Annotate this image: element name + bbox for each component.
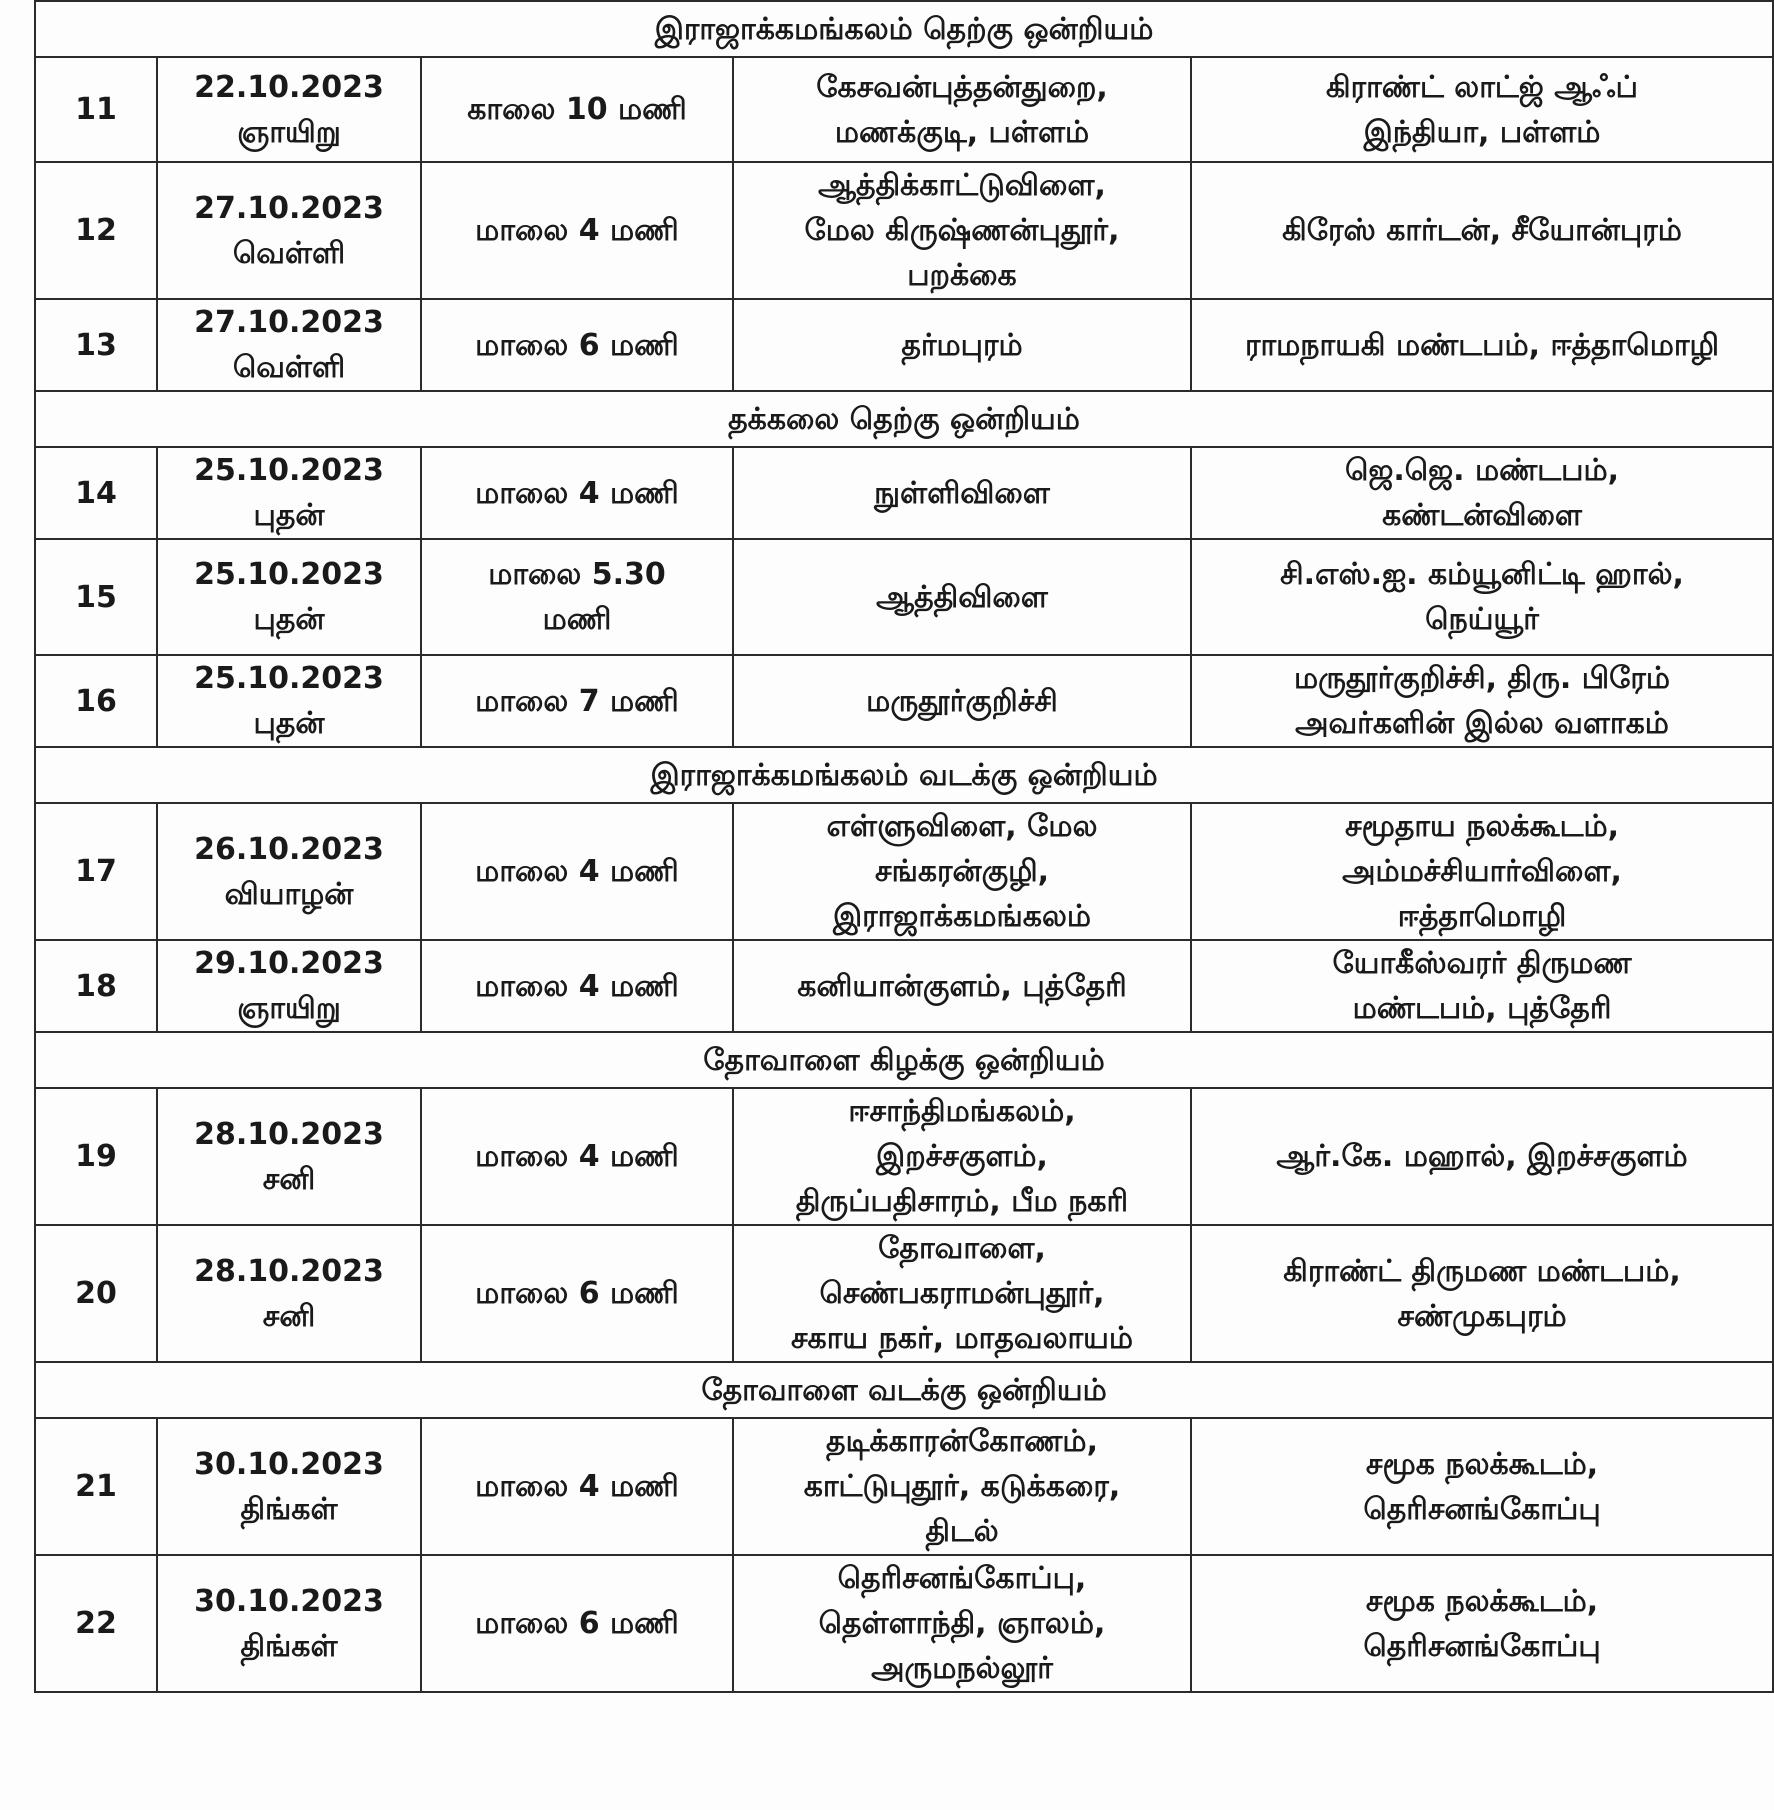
date-day-cell — [157, 539, 421, 655]
table-row — [35, 447, 1773, 539]
venue-cell — [1191, 57, 1773, 162]
villages-cell — [733, 162, 1191, 299]
section-header-row — [35, 391, 1773, 447]
date-day-cell — [157, 162, 421, 299]
serial-number-cell: 11 — [35, 57, 157, 162]
venue-cell — [1191, 299, 1773, 391]
venue-cell — [1191, 1088, 1773, 1225]
villages-cell — [733, 1088, 1191, 1225]
table-row — [35, 57, 1773, 162]
cell-line: மாலை 6 மணி — [475, 1276, 679, 1311]
cell-line: ஆர்.கே. மஹால், இறச்சகுளம் — [1276, 1139, 1688, 1174]
cell-line: அருமநல்லூர் — [871, 1651, 1053, 1686]
date-text: 25.10.2023 — [194, 661, 384, 696]
cell-line: மாலை 5.30 — [488, 557, 666, 592]
villages-cell — [733, 803, 1191, 940]
table-row — [35, 1225, 1773, 1362]
venue-cell — [1191, 655, 1773, 747]
schedule-body — [35, 1, 1773, 1692]
cell-line: மாலை 6 மணி — [475, 1606, 679, 1641]
cell-line: கிராண்ட் திருமண மண்டபம், — [1283, 1253, 1681, 1289]
section-header-row — [35, 1032, 1773, 1088]
table-row — [35, 1418, 1773, 1555]
section-title: தக்கலை தெற்கு ஒன்றியம் — [35, 391, 1773, 447]
cell-line: மருதூர்குறிச்சி, திரு. பிரேம் — [1294, 661, 1671, 696]
serial-number-cell: 13 — [35, 299, 157, 391]
cell-line: சகாய நகர், மாதவலாயம் — [790, 1321, 1134, 1356]
time-cell — [421, 1088, 733, 1225]
cell-line: தடிக்காரன்கோணம், — [826, 1424, 1098, 1459]
cell-line: எள்ளுவிளை, மேல — [826, 809, 1098, 844]
day-text: புதன் — [253, 706, 325, 741]
date-day-cell — [157, 940, 421, 1032]
table-row — [35, 162, 1773, 299]
day-text: வெள்ளி — [232, 235, 346, 271]
villages-cell — [733, 57, 1191, 162]
cell-line: ஈசாந்திமங்கலம், — [848, 1094, 1076, 1129]
table-row — [35, 1088, 1773, 1225]
date-day-cell — [157, 1418, 421, 1555]
cell-line: மாலை 4 மணி — [475, 475, 679, 511]
serial-number-cell: 16 — [35, 655, 157, 747]
cell-line: தோவாளை, — [878, 1231, 1046, 1266]
cell-line: கிராண்ட் லாட்ஜ் ஆஃப் — [1326, 69, 1638, 105]
cell-line: தெள்ளாந்தி, ஞாலம், — [818, 1606, 1106, 1641]
date-day-cell — [157, 299, 421, 391]
serial-number-cell: 20 — [35, 1225, 157, 1362]
cell-line: திடல் — [925, 1514, 999, 1549]
date-text: 22.10.2023 — [194, 69, 384, 105]
venue-cell — [1191, 539, 1773, 655]
cell-line: மாலை 4 மணி — [475, 968, 679, 1004]
date-day-cell — [157, 1555, 421, 1692]
cell-line: யோகீஸ்வரர் திருமண — [1332, 946, 1632, 981]
date-text: 28.10.2023 — [194, 1253, 384, 1289]
venue-cell — [1191, 162, 1773, 299]
day-text: திங்கள் — [240, 1491, 338, 1527]
date-text: 29.10.2023 — [194, 946, 384, 981]
date-text: 30.10.2023 — [194, 1583, 384, 1619]
cell-line: இராஜாக்கமங்கலம் — [832, 899, 1092, 934]
serial-number-cell: 12 — [35, 162, 157, 299]
cell-line: மணி — [542, 602, 612, 637]
date-day-cell — [157, 655, 421, 747]
day-text: புதன் — [253, 498, 325, 533]
time-cell — [421, 1418, 733, 1555]
cell-line: அம்மச்சியார்விளை, — [1342, 854, 1622, 889]
cell-line: கிரேஸ் கார்டன், சீயோன்புரம் — [1282, 213, 1682, 248]
cell-line: செண்பகராமன்புதூர், — [819, 1276, 1105, 1311]
date-text: 26.10.2023 — [194, 831, 384, 867]
time-cell — [421, 940, 733, 1032]
date-text: 30.10.2023 — [194, 1446, 384, 1482]
cell-line: தெரிசனங்கோப்பு — [1363, 1628, 1601, 1664]
table-row — [35, 655, 1773, 747]
time-cell — [421, 539, 733, 655]
day-text: வியாழன் — [224, 876, 354, 912]
cell-line: சி.எஸ்.ஐ. கம்யூனிட்டி ஹால், — [1280, 557, 1684, 592]
cell-line: காட்டுபுதூர், கடுக்கரை, — [803, 1469, 1121, 1504]
venue-cell — [1191, 940, 1773, 1032]
section-header-row — [35, 1362, 1773, 1418]
cell-line: சங்கரன்குழி, — [874, 854, 1050, 889]
cell-line: அவர்களின் இல்ல வளாகம் — [1295, 706, 1669, 741]
venue-cell — [1191, 447, 1773, 539]
section-title: தோவாளை கிழக்கு ஒன்றியம் — [35, 1032, 1773, 1088]
villages-cell — [733, 655, 1191, 747]
cell-line: இந்தியா, பள்ளம் — [1363, 114, 1601, 150]
cell-line: ஜெ.ஜெ. மண்டபம், — [1345, 453, 1620, 488]
cell-line: மாலை 4 மணி — [475, 213, 679, 248]
serial-number-cell: 18 — [35, 940, 157, 1032]
day-text: சனி — [262, 1161, 316, 1197]
schedule-table — [34, 0, 1774, 1693]
cell-line: தெரிசனங்கோப்பு, — [837, 1561, 1087, 1596]
section-header-row — [35, 747, 1773, 803]
villages-cell — [733, 447, 1191, 539]
villages-cell — [733, 1555, 1191, 1692]
table-row — [35, 940, 1773, 1032]
villages-cell — [733, 940, 1191, 1032]
cell-line: சமூக நலக்கூடம், — [1365, 1446, 1599, 1482]
villages-cell — [733, 1225, 1191, 1362]
date-day-cell — [157, 57, 421, 162]
cell-line: மணக்குடி, பள்ளம் — [834, 114, 1090, 150]
day-text: சனி — [262, 1298, 316, 1334]
cell-line: கண்டன்விளை — [1382, 498, 1582, 533]
serial-number-cell: 14 — [35, 447, 157, 539]
date-text: 25.10.2023 — [194, 453, 384, 488]
cell-line: ஆத்திக்காட்டுவிளை, — [818, 168, 1106, 203]
cell-line: காலை 10 மணி — [467, 92, 687, 127]
day-text: ஞாயிறு — [237, 114, 341, 150]
villages-cell — [733, 1418, 1191, 1555]
time-cell — [421, 1225, 733, 1362]
date-text: 28.10.2023 — [194, 1116, 384, 1152]
cell-line: நுள்ளிவிளை — [874, 475, 1050, 511]
time-cell — [421, 299, 733, 391]
time-cell — [421, 1555, 733, 1692]
cell-line: மருதூர்குறிச்சி — [866, 683, 1058, 719]
day-text: வெள்ளி — [232, 350, 346, 385]
date-day-cell — [157, 1225, 421, 1362]
table-row — [35, 1555, 1773, 1692]
cell-line: மாலை 4 மணி — [475, 854, 679, 889]
serial-number-cell: 15 — [35, 539, 157, 655]
time-cell — [421, 447, 733, 539]
section-header-row — [35, 1, 1773, 57]
table-row — [35, 539, 1773, 655]
venue-cell — [1191, 1225, 1773, 1362]
date-day-cell — [157, 447, 421, 539]
serial-number-cell: 19 — [35, 1088, 157, 1225]
villages-cell — [733, 539, 1191, 655]
cell-line: நெய்யூர் — [1425, 602, 1539, 637]
date-text: 25.10.2023 — [194, 557, 384, 592]
time-cell — [421, 57, 733, 162]
day-text: திங்கள் — [240, 1628, 338, 1664]
cell-line: கனியான்குளம், புத்தேரி — [797, 968, 1127, 1004]
cell-line: மாலை 6 மணி — [475, 327, 679, 363]
date-day-cell — [157, 803, 421, 940]
cell-line: தர்மபுரம் — [901, 327, 1023, 363]
serial-number-cell: 22 — [35, 1555, 157, 1692]
date-day-cell — [157, 1088, 421, 1225]
cell-line: கேசவன்புத்தன்துறை, — [816, 69, 1108, 105]
cell-line: தெரிசனங்கோப்பு — [1363, 1491, 1601, 1527]
cell-line: சமூதாய நலக்கூடம், — [1344, 809, 1620, 844]
date-text: 27.10.2023 — [194, 305, 384, 340]
cell-line: திருப்பதிசாரம், பீம நகரி — [795, 1184, 1129, 1219]
venue-cell — [1191, 803, 1773, 940]
table-row — [35, 299, 1773, 391]
cell-line: ஈத்தாமொழி — [1397, 899, 1567, 934]
table-row — [35, 803, 1773, 940]
venue-cell — [1191, 1418, 1773, 1555]
time-cell — [421, 803, 733, 940]
day-text: ஞாயிறு — [237, 991, 341, 1026]
cell-line: மாலை 4 மணி — [475, 1469, 679, 1504]
time-cell — [421, 162, 733, 299]
section-title: இராஜாக்கமங்கலம் வடக்கு ஒன்றியம் — [35, 747, 1773, 803]
section-title: தோவாளை வடக்கு ஒன்றியம் — [35, 1362, 1773, 1418]
venue-cell — [1191, 1555, 1773, 1692]
serial-number-cell: 17 — [35, 803, 157, 940]
cell-line: இறச்சகுளம், — [876, 1139, 1048, 1174]
section-title: இராஜாக்கமங்கலம் தெற்கு ஒன்றியம் — [35, 1, 1773, 57]
cell-line: மாலை 7 மணி — [475, 683, 679, 719]
cell-line: மாலை 4 மணி — [475, 1139, 679, 1174]
cell-line: ராமநாயகி மண்டபம், ஈத்தாமொழி — [1244, 327, 1720, 363]
day-text: புதன் — [253, 602, 325, 637]
cell-line: மேல கிருஷ்ணன்புதூர், — [804, 213, 1120, 248]
cell-line: மண்டபம், புத்தேரி — [1352, 991, 1612, 1026]
villages-cell — [733, 299, 1191, 391]
cell-line: ஆத்திவிளை — [876, 579, 1048, 615]
cell-line: சமூக நலக்கூடம், — [1365, 1583, 1599, 1619]
time-cell — [421, 655, 733, 747]
cell-line: பறக்கை — [907, 258, 1017, 293]
serial-number-cell: 21 — [35, 1418, 157, 1555]
date-text: 27.10.2023 — [194, 190, 384, 226]
cell-line: சண்முகபுரம் — [1397, 1298, 1567, 1334]
